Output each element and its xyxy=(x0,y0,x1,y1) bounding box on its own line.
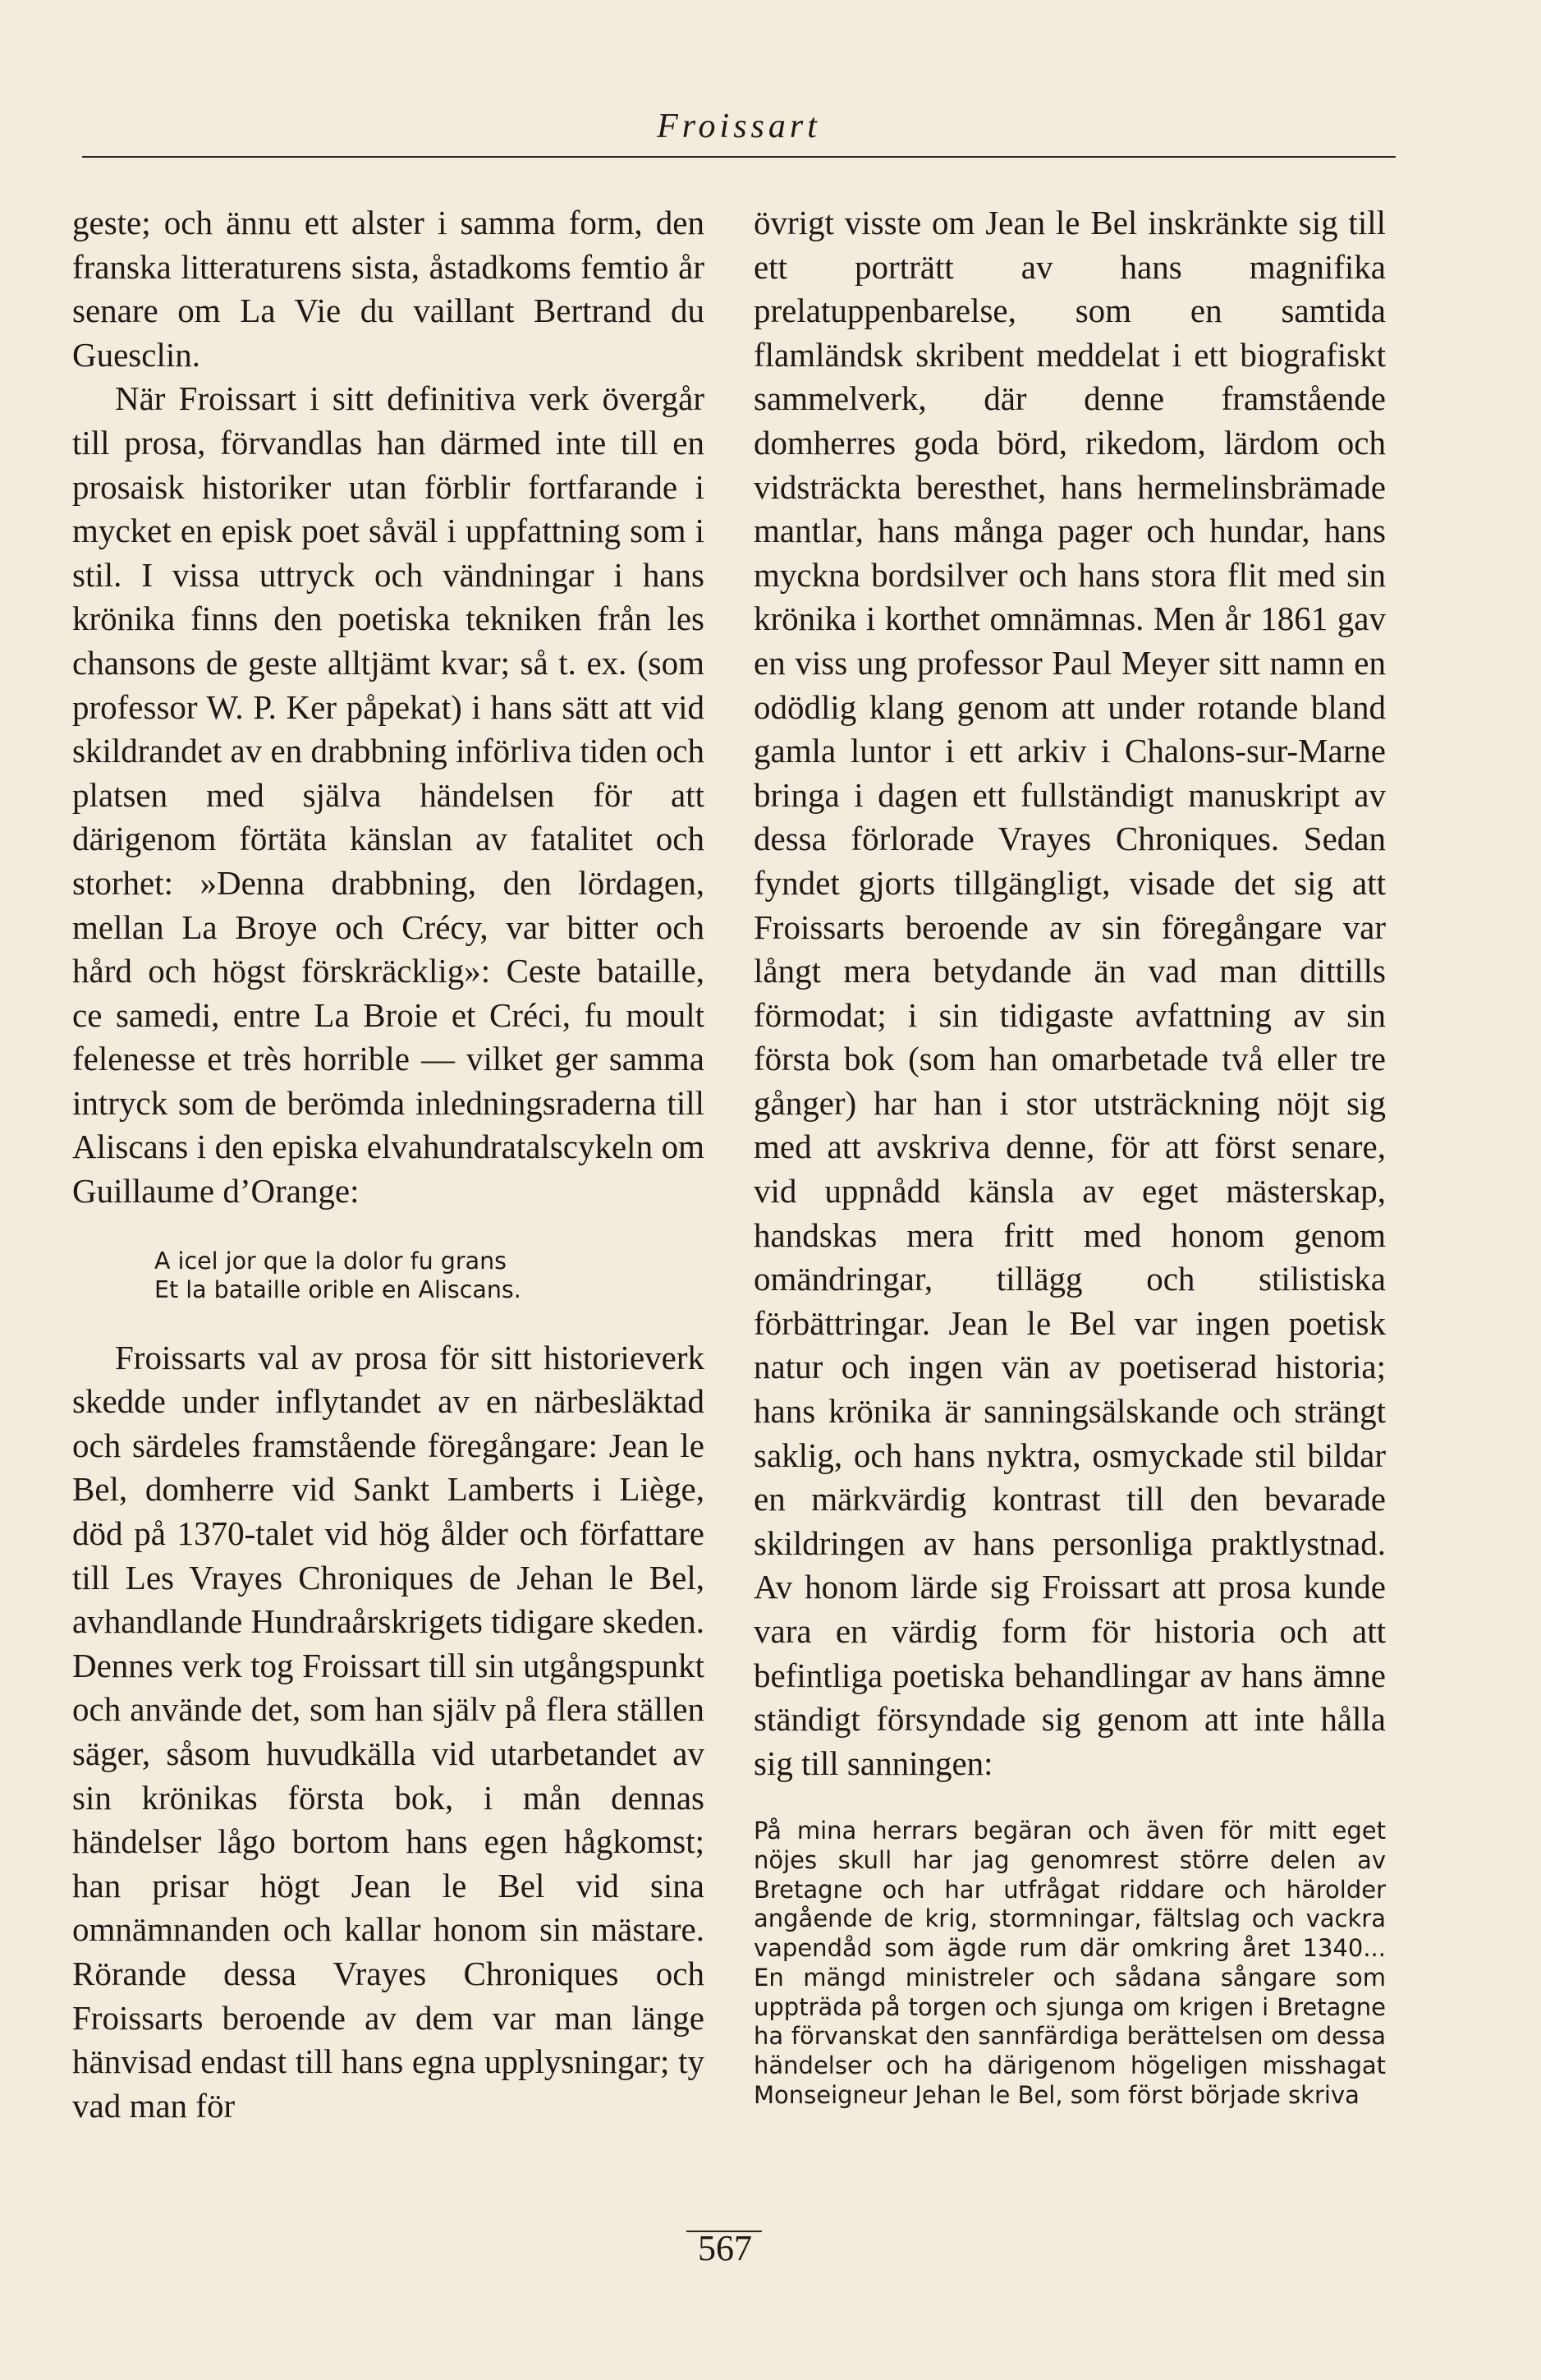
verse-line-1: A icel jor que la dolor fu grans xyxy=(154,1247,507,1275)
prose-quote: På mina herrars begäran och även för mitt eget nöjes skull har jag genomrest större delen av Bretagne och har utfrågat riddare och härolder angående de krig, stormningar, fältslag och vackra vapendåd som ägde rum där omkring året 1340... En mängd ministreler och sådana sångare som uppträda på torgen och sjunga om krigen i Bretagne ha förvanskat den sannfärdiga berättelsen om dessa händelser och ha därigenom högeligen misshagat Monseigneur Jehan le Bel, som först började skriva xyxy=(754,1817,1386,2109)
left-column xyxy=(72,201,704,2128)
left-paragraph-3: Froissarts val av prosa för sitt historieverk skedde under inflytandet av en närbesläktad och särdeles framstående föregångare: Jean le Bel, domherre vid Sankt Lamberts i Liège, död på 1370-talet vid hög ålder och författare till Les Vrayes Chroniques de Jehan le Bel, avhandlande Hundraårskrigets tidigare skeden. Dennes verk tog Froissart till sin utgångspunkt och använde det, som han själv på flera ställen säger, såsom huvudkälla vid utarbetandet av sin krönikas första bok, i mån dennas händelser lågo bortom hans egen hågkomst; han prisar högt Jean le Bel vid sina omnämnanden och kallar honom sin mästare. Rörande dessa Vrayes Chroniques och Froissarts beroende av dem var man länge hänvisad endast till hans egna upplysningar; ty vad man för xyxy=(72,1338,704,2125)
right-column xyxy=(754,201,1386,2110)
left-paragraph-1: geste; och ännu ett alster i samma form, den franska litteraturens sista, åstadkoms femtio år senare om La Vie du vaillant Bertrand du Guesclin. xyxy=(72,204,704,374)
left-paragraph-2: När Froissart i sitt definitiva verk övergår till prosa, förvandlas han därmed inte till en prosaisk historiker utan förblir fortfarande i mycket en episk poet såväl i uppfattning som i stil. I vissa uttryck och vändningar i hans krönika finns den poetiska tekniken från les chansons de geste alltjämt kvar; så t. ex. (som professor W. P. Ker påpekat) i hans sätt att vid skildrandet av en drabbning införliva tiden och platsen med själva händelsen för att därigenom förtäta känslan av fatalitet och storhet: »Denna drabbning, den lördagen, mellan La Broye och Crécy, var bitter och hård och högst förskräcklig»: Ceste bataille, ce samedi, entre La Broie et Créci, fu moult felenesse et très horrible — vilket ger samma intryck som de berömda inledningsraderna till Aliscans i den episka elvahundratalscykeln om Guillaume d’Orange: xyxy=(72,379,704,1211)
verse-quote xyxy=(154,1247,704,1305)
header-rule xyxy=(82,156,1396,158)
verse-line-2: Et la bataille orible en Aliscans. xyxy=(154,1276,521,1304)
page-number: 567 xyxy=(698,2228,752,2268)
right-paragraph-1: övrigt visste om Jean le Bel inskränkte sig till ett porträtt av hans magnifika prelatuppenbarelse, som en samtida flamländsk skribent meddelat i ett biografiskt sammelverk, där denne framstående domherres goda börd, rikedom, lärdom och vidsträckta beresthet, hans hermelinsbrämade mantlar, hans många pager och hundar, hans myckna bordsilver och hans stora flit med sin krönika i korthet omnämnas. Men år 1861 gav en viss ung professor Paul Meyer sitt namn en odödlig klang genom att under rotande bland gamla luntor i ett arkiv i Chalons-sur-Marne bringa i dagen ett fullständigt manuskript av dessa förlorade Vrayes Chroniques. Sedan fyndet gjorts tillgängligt, visade det sig att Froissarts beroende av sin föregångare var långt mera betydande än vad man dittills förmodat; i sin tidigaste avfattning av sin första bok (som han omarbetade två eller tre gånger) har han i stor utsträckning nöjt sig med att avskriva denne, för att först senare, vid uppnådd känsla av eget mästerskap, handskas mera fritt med honom genom omändringar, tillägg och stilistiska förbättringar. Jean le Bel var ingen poetisk natur och ingen vän av poetiserad historia; hans krönika är sanningsälskande och strängt saklig, och hans nyktra, osmyckade stil bildar en märkvärdig kontrast till den bevarade skildringen av hans personliga praktlystnad. Av honom lärde sig Froissart att prosa kunde vara en värdig form för historia och att befintliga poetiska behandlingar av hans ämne ständigt försyndade sig genom att inte hålla sig till sanningen: xyxy=(754,204,1386,1782)
running-head: Froissart xyxy=(657,108,821,145)
